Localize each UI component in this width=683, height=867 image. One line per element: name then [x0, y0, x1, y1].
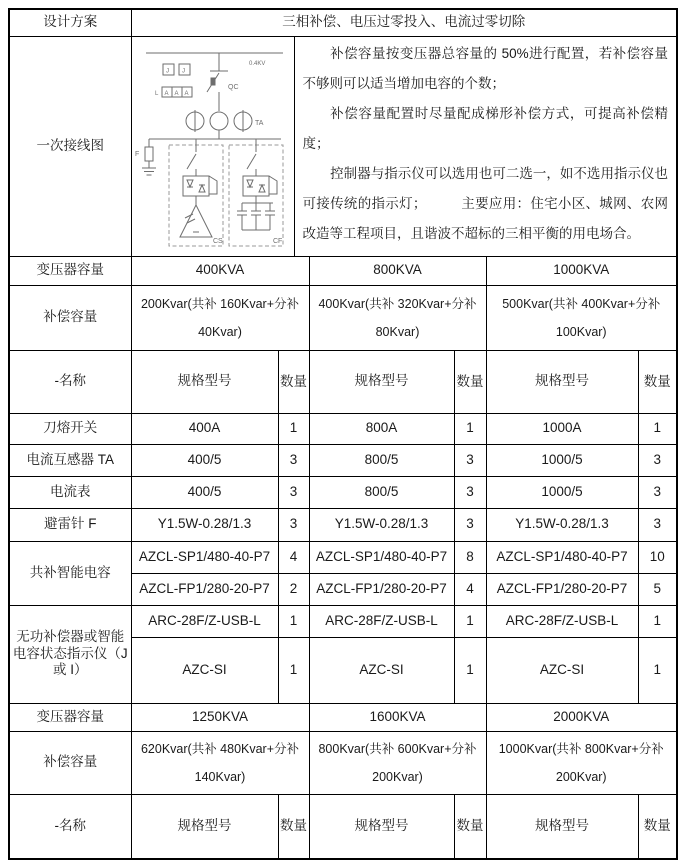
- qty-cell: 1: [638, 637, 677, 703]
- meter-a3-label: A: [184, 91, 189, 97]
- transformer-capacity-value: 400KVA: [131, 256, 309, 285]
- spec-cell: 1000/5: [486, 476, 638, 508]
- spec-cell: AZCL-FP1/280-20-P7: [309, 573, 454, 605]
- column-header-spec: 规格型号: [486, 794, 638, 859]
- compensation-capacity-label: 补偿容量: [9, 285, 131, 350]
- transformer-capacity-value: 800KVA: [309, 256, 486, 285]
- breaker-label: QC: [227, 84, 238, 91]
- equipment-name: 无功补偿器或智能电容状态指示仪（J 或 I）: [9, 605, 131, 703]
- wiring-diagram-cell: [131, 36, 294, 256]
- busbar-voltage-label: 0.4KV: [248, 61, 265, 67]
- note-line: 控制器与指示仪可以选用也可二选一，如不选用指示仪也可接传统的指示灯； 主要应用：住宅小区、城网、农网改造等工程项目，且谐波不超标的三相平衡的用电场合。: [302, 165, 668, 241]
- column-header-spec: 规格型号: [486, 350, 638, 413]
- transformer-capacity-value: 1250KVA: [131, 703, 309, 731]
- equipment-name: 刀熔开关: [9, 413, 131, 444]
- qty-cell: 1: [638, 413, 677, 444]
- note-line: 补偿容量按变压器总容量的 50%进行配置，若补偿容量不够则可以适当增加电容的个数；: [302, 45, 668, 91]
- spec-cell: 800/5: [309, 476, 454, 508]
- qty-cell: 3: [278, 508, 309, 541]
- transformer-capacity-label: 变压器容量: [9, 703, 131, 731]
- equipment-name: 避雷针 F: [9, 508, 131, 541]
- compensation-capacity-value: 400Kvar(共补 320Kvar+分补 80Kvar): [309, 285, 486, 350]
- spec-cell: AZCL-FP1/280-20-P7: [131, 573, 278, 605]
- qty-cell: 1: [638, 605, 677, 637]
- spec-cell: AZC-SI: [131, 637, 278, 703]
- column-header-spec: 规格型号: [131, 350, 278, 413]
- spec-cell: ARC-28F/Z-USB-L: [131, 605, 278, 637]
- qty-cell: 3: [638, 508, 677, 541]
- table-row: [9, 508, 677, 541]
- spec-cell: Y1.5W-0.28/1.3: [486, 508, 638, 541]
- meter-a2-label: A: [174, 91, 179, 97]
- compensation-capacity-value: 500Kvar(共补 400Kvar+分补 100Kvar): [486, 285, 677, 350]
- transformer-capacity-value: 2000KVA: [486, 703, 677, 731]
- spec-cell: 400/5: [131, 444, 278, 476]
- column-header-qty: 数量: [278, 794, 309, 859]
- meter-j1-label: J: [165, 68, 169, 75]
- column-header-qty: 数量: [638, 350, 677, 413]
- qty-cell: 5: [638, 573, 677, 605]
- column-header-name: -名称: [9, 794, 131, 859]
- spec-cell: 400/5: [131, 476, 278, 508]
- compensation-capacity-label: 补偿容量: [9, 731, 131, 794]
- column-header-qty: 数量: [454, 350, 486, 413]
- star-bank-label: CF: [272, 238, 282, 245]
- single-line-diagram-icon: [133, 40, 293, 252]
- column-header-qty: 数量: [454, 794, 486, 859]
- spec-cell: ARC-28F/Z-USB-L: [309, 605, 454, 637]
- qty-cell: 1: [278, 637, 309, 703]
- delta-bank-label: CS: [212, 238, 223, 245]
- spec-cell: Y1.5W-0.28/1.3: [131, 508, 278, 541]
- spec-sheet: [8, 8, 678, 860]
- column-header-spec: 规格型号: [309, 794, 454, 859]
- table-row: [9, 413, 677, 444]
- spec-cell: AZC-SI: [486, 637, 638, 703]
- transformer-capacity-value: 1000KVA: [486, 256, 677, 285]
- column-header-qty: 数量: [638, 794, 677, 859]
- qty-cell: 3: [454, 444, 486, 476]
- compensation-capacity-value: 200Kvar(共补 160Kvar+分补 40Kvar): [131, 285, 309, 350]
- design-scheme-value: 三相补偿、电压过零投入、电流过零切除: [131, 9, 677, 36]
- arrester-label: F: [134, 151, 139, 158]
- ct-label: TA: [254, 120, 263, 127]
- spec-cell: AZC-SI: [309, 637, 454, 703]
- meter-l-label: L: [154, 91, 158, 97]
- qty-cell: 3: [454, 476, 486, 508]
- spec-cell: AZCL-FP1/280-20-P7: [486, 573, 638, 605]
- wiring-diagram-label: 一次接线图: [9, 36, 131, 256]
- qty-cell: 1: [454, 605, 486, 637]
- spec-cell: 400A: [131, 413, 278, 444]
- spec-cell: AZCL-SP1/480-40-P7: [486, 541, 638, 573]
- transformer-capacity-value: 1600KVA: [309, 703, 486, 731]
- column-header-name: -名称: [9, 350, 131, 413]
- qty-cell: 1: [278, 413, 309, 444]
- table-row: [9, 541, 677, 573]
- qty-cell: 10: [638, 541, 677, 573]
- table-row: [9, 476, 677, 508]
- qty-cell: 3: [278, 476, 309, 508]
- transformer-capacity-label: 变压器容量: [9, 256, 131, 285]
- compensation-capacity-value: 800Kvar(共补 600Kvar+分补 200Kvar): [309, 731, 486, 794]
- qty-cell: 3: [638, 444, 677, 476]
- table-row: [9, 605, 677, 637]
- spec-cell: Y1.5W-0.28/1.3: [309, 508, 454, 541]
- column-header-spec: 规格型号: [309, 350, 454, 413]
- qty-cell: 2: [278, 573, 309, 605]
- note-line: 补偿容量配置时尽量配成梯形补偿方式，可提高补偿精度；: [302, 105, 668, 151]
- design-scheme-label: 设计方案: [9, 9, 131, 36]
- spec-cell: 1000/5: [486, 444, 638, 476]
- spec-cell: 800/5: [309, 444, 454, 476]
- compensation-capacity-value: 620Kvar(共补 480Kvar+分补 140Kvar): [131, 731, 309, 794]
- qty-cell: 1: [278, 605, 309, 637]
- table-row: [9, 444, 677, 476]
- column-header-qty: 数量: [278, 350, 309, 413]
- qty-cell: 4: [454, 573, 486, 605]
- spec-cell: 1000A: [486, 413, 638, 444]
- equipment-name: 电流互感器 TA: [9, 444, 131, 476]
- qty-cell: 8: [454, 541, 486, 573]
- wiring-notes: [294, 36, 677, 256]
- spec-cell: AZCL-SP1/480-40-P7: [309, 541, 454, 573]
- meter-a1-label: A: [164, 91, 169, 97]
- compensation-capacity-value: 1000Kvar(共补 800Kvar+分补 200Kvar): [486, 731, 677, 794]
- column-header-spec: 规格型号: [131, 794, 278, 859]
- qty-cell: 3: [638, 476, 677, 508]
- qty-cell: 1: [454, 413, 486, 444]
- spec-cell: ARC-28F/Z-USB-L: [486, 605, 638, 637]
- qty-cell: 3: [278, 444, 309, 476]
- qty-cell: 3: [454, 508, 486, 541]
- spec-table: [8, 8, 678, 860]
- equipment-name: 共补智能电容: [9, 541, 131, 605]
- equipment-name: 电流表: [9, 476, 131, 508]
- spec-cell: AZCL-SP1/480-40-P7: [131, 541, 278, 573]
- qty-cell: 4: [278, 541, 309, 573]
- meter-j2-label: J: [181, 68, 185, 75]
- qty-cell: 1: [454, 637, 486, 703]
- spec-cell: 800A: [309, 413, 454, 444]
